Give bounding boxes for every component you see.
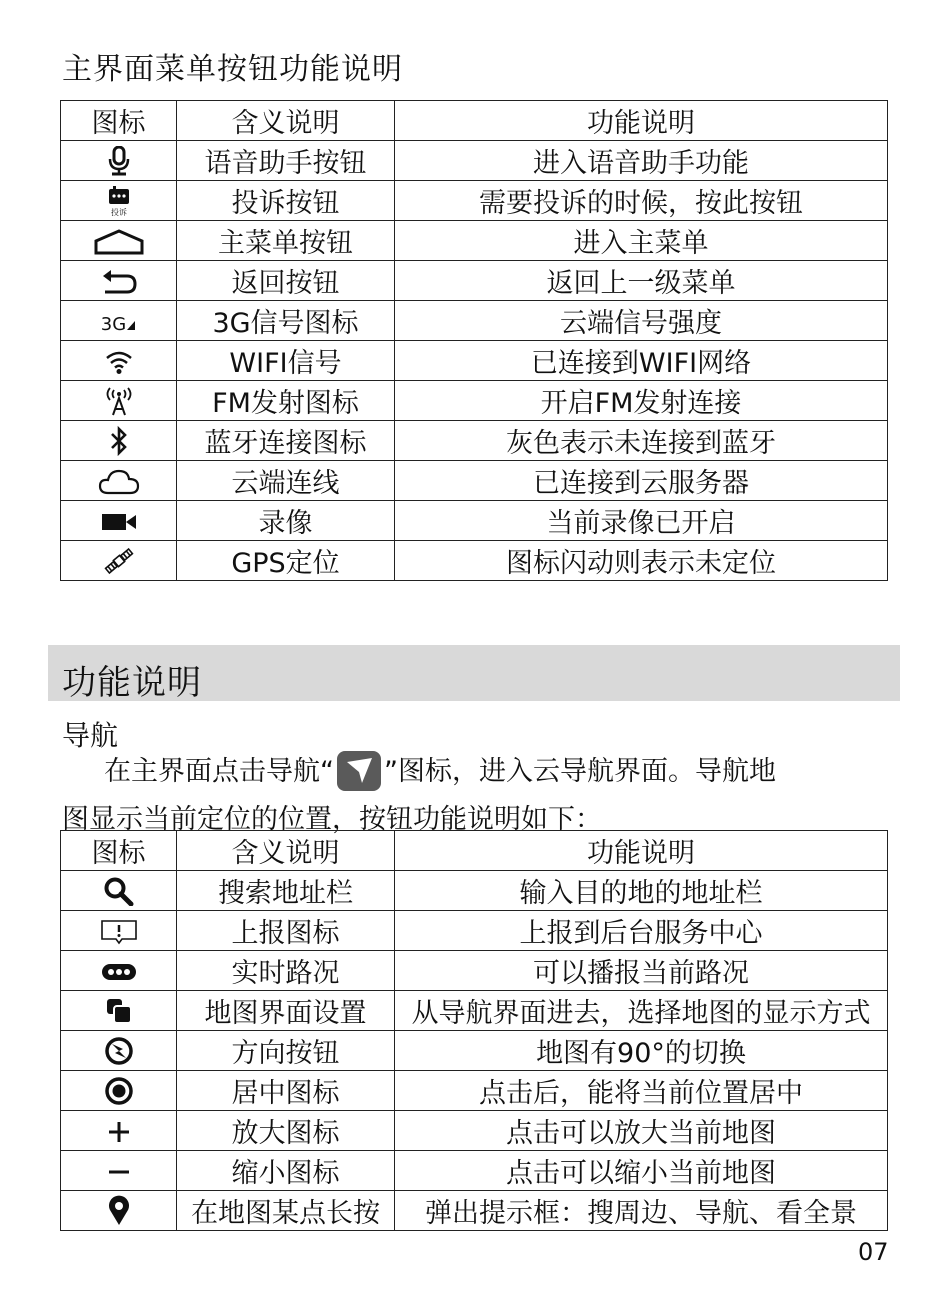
row-desc: 从导航界面进去，选择地图的显示方式 (395, 991, 888, 1031)
row-name: 实时路况 (177, 951, 395, 991)
navigation-paragraph (62, 750, 872, 838)
complaint-icon-label: 投诉 (110, 207, 127, 217)
page-number: 07 (858, 1238, 889, 1266)
layers-icon (104, 996, 134, 1026)
wifi-icon (104, 349, 134, 375)
table-row (61, 951, 888, 991)
table-row (61, 871, 888, 911)
row-name: 3G信号图标 (177, 301, 395, 341)
row-name: 蓝牙连接图标 (177, 421, 395, 461)
row-name: 上报图标 (177, 911, 395, 951)
row-name: 地图界面设置 (177, 991, 395, 1031)
navigation-arrow-icon (336, 750, 382, 802)
row-desc: 图标闪动则表示未定位 (395, 541, 888, 581)
section-title: 功能说明 (62, 663, 202, 703)
row-name: 方向按钮 (177, 1031, 395, 1071)
table-row (61, 461, 888, 501)
signal-3g-label: 3G (100, 313, 127, 335)
table-row (61, 181, 888, 221)
table-row (61, 381, 888, 421)
row-name: GPS定位 (177, 541, 395, 581)
table-header-row (61, 831, 888, 871)
row-desc: 返回上一级菜单 (395, 261, 888, 301)
table-row (61, 991, 888, 1031)
satellite-icon (102, 546, 136, 576)
table-row (61, 341, 888, 381)
row-desc: 开启FM发射连接 (395, 381, 888, 421)
table-row (61, 911, 888, 951)
row-desc: 进入语音助手功能 (395, 141, 888, 181)
header-function: 功能说明 (395, 831, 888, 871)
row-name: 放大图标 (177, 1111, 395, 1151)
table-header-row (61, 101, 888, 141)
row-desc: 云端信号强度 (395, 301, 888, 341)
report-icon (100, 918, 138, 946)
table-row (61, 1151, 888, 1191)
row-desc: 弹出提示框：搜周边、导航、看全景 (395, 1191, 888, 1231)
paragraph-line1-before: 在主界面点击导航“ (104, 756, 334, 787)
row-desc: 输入目的地的地址栏 (395, 871, 888, 911)
microphone-icon (106, 146, 132, 176)
row-name: 搜索地址栏 (177, 871, 395, 911)
row-name: 录像 (177, 501, 395, 541)
row-desc: 需要投诉的时候，按此按钮 (395, 181, 888, 221)
row-desc: 进入主菜单 (395, 221, 888, 261)
row-name: FM发射图标 (177, 381, 395, 421)
row-desc: 可以播报当前路况 (395, 951, 888, 991)
paragraph-line2: 图显示当前定位的位置，按钮功能说明如下： (62, 804, 602, 835)
table-row (61, 301, 888, 341)
table-row (61, 1191, 888, 1231)
navigation-heading: 导航 (62, 719, 119, 752)
header-meaning: 含义说明 (177, 831, 395, 871)
row-name: 投诉按钮 (177, 181, 395, 221)
row-desc: 当前录像已开启 (395, 501, 888, 541)
table-row (61, 1071, 888, 1111)
fm-antenna-icon (104, 386, 134, 416)
locate-center-icon (104, 1076, 134, 1106)
table-row (61, 541, 888, 581)
header-function: 功能说明 (395, 101, 888, 141)
video-camera-icon (101, 512, 137, 532)
complaint-icon (106, 185, 132, 217)
header-icon: 图标 (61, 101, 177, 141)
table-row (61, 261, 888, 301)
row-desc: 点击可以放大当前地图 (395, 1111, 888, 1151)
table-row (61, 141, 888, 181)
row-name: 返回按钮 (177, 261, 395, 301)
home-icon (93, 228, 145, 256)
table-row (61, 221, 888, 261)
paragraph-line1-after: ”图标，进入云导航界面。导航地 (384, 756, 776, 787)
row-name: 主菜单按钮 (177, 221, 395, 261)
row-desc: 点击后，能将当前位置居中 (395, 1071, 888, 1111)
row-name: 语音助手按钮 (177, 141, 395, 181)
row-desc: 点击可以缩小当前地图 (395, 1151, 888, 1191)
navigation-button-table (60, 830, 888, 1231)
row-desc: 灰色表示未连接到蓝牙 (395, 421, 888, 461)
header-icon: 图标 (61, 831, 177, 871)
signal-3g-icon (101, 306, 136, 337)
main-menu-button-table (60, 100, 888, 581)
row-desc: 已连接到WIFI网络 (395, 341, 888, 381)
back-arrow-icon (99, 268, 139, 296)
zoom-out-icon (107, 1160, 131, 1184)
bluetooth-icon (108, 425, 130, 457)
row-desc: 地图有90°的切换 (395, 1031, 888, 1071)
cloud-icon (98, 468, 140, 496)
compass-icon (104, 1036, 134, 1066)
header-meaning: 含义说明 (177, 101, 395, 141)
zoom-in-icon (107, 1120, 131, 1144)
row-desc: 已连接到云服务器 (395, 461, 888, 501)
row-desc: 上报到后台服务中心 (395, 911, 888, 951)
row-name: 云端连线 (177, 461, 395, 501)
row-name: WIFI信号 (177, 341, 395, 381)
table-row (61, 1111, 888, 1151)
row-name: 居中图标 (177, 1071, 395, 1111)
search-icon (103, 876, 135, 906)
traffic-icon (100, 961, 138, 983)
row-name: 缩小图标 (177, 1151, 395, 1191)
table-row (61, 421, 888, 461)
map-pin-icon (107, 1195, 131, 1227)
page-title: 主界面菜单按钮功能说明 (62, 52, 403, 87)
table-row (61, 1031, 888, 1071)
row-name: 在地图某点长按 (177, 1191, 395, 1231)
table-row (61, 501, 888, 541)
